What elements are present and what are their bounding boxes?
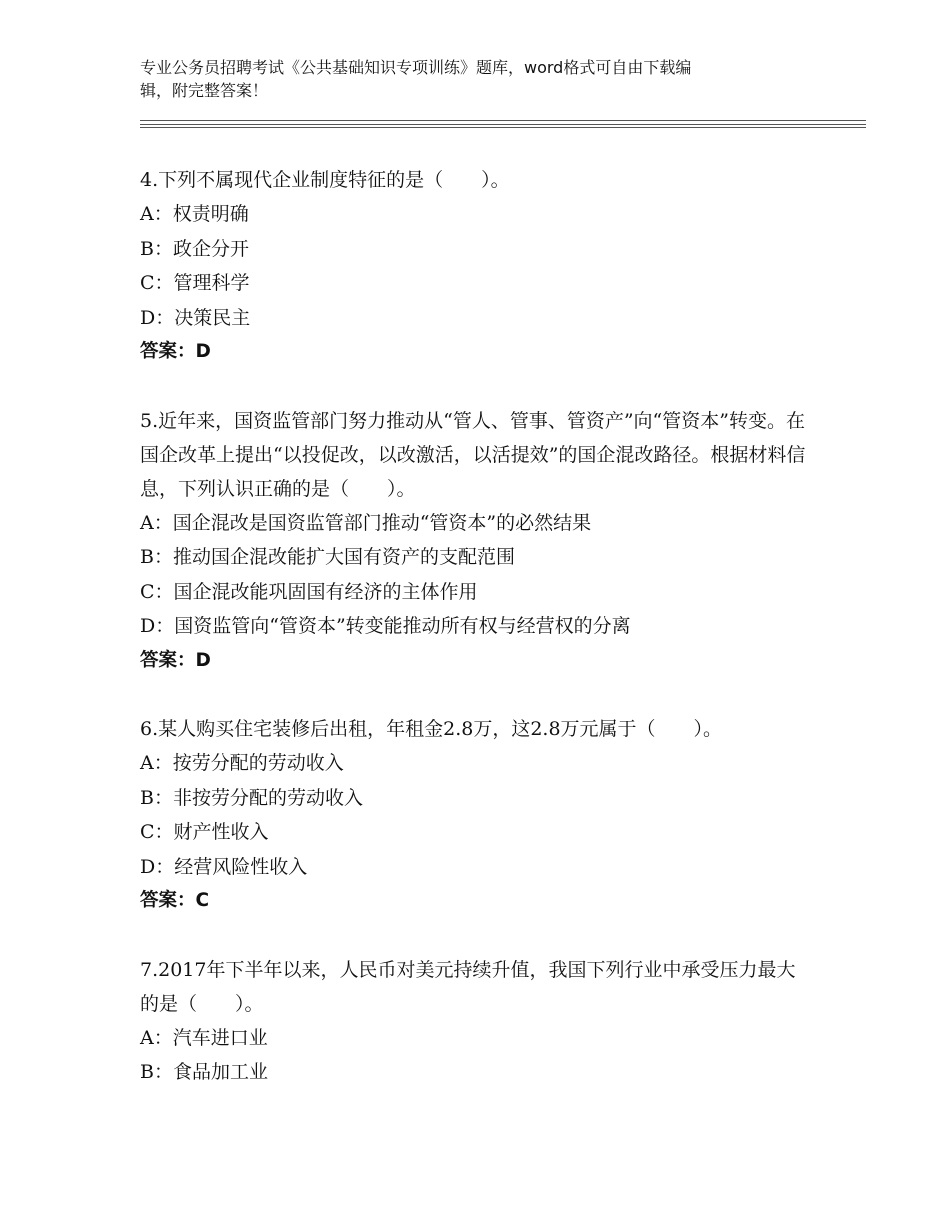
option-a: A：国企混改是国资监管部门推动“管资本”的必然结果: [140, 511, 592, 534]
question-5: [140, 404, 810, 679]
option-a: A：按劳分配的劳动收入: [140, 752, 344, 774]
document-header: [140, 56, 790, 102]
answer-label: 答案：C: [140, 890, 210, 911]
question-stem: 7.2017年下半年以来，人民币对美元持续升值，我国下列行业中承受压力最大的是（ ）。: [140, 958, 796, 1015]
question-7: [140, 953, 810, 1090]
header-line-1: 专业公务员招聘考试《公共基础知识专项训练》题库，word格式可自由下载编: [140, 58, 692, 77]
answer-label: 答案：D: [140, 341, 211, 362]
header-line-2: 辑，附完整答案！: [140, 81, 269, 100]
answer-label: 答案：D: [140, 649, 211, 671]
option-b: B：食品加工业: [140, 1061, 268, 1083]
header-divider: [140, 120, 866, 121]
option-c: C：国企混改能巩固国有经济的主体作用: [140, 580, 478, 603]
option-b: B：推动国企混改能扩大国有资产的支配范围: [140, 546, 515, 568]
option-c: C：管理科学: [140, 272, 250, 294]
option-d: D：经营风险性收入: [140, 855, 308, 878]
option-b: B：政企分开: [140, 237, 249, 260]
option-d: D：决策民主: [140, 306, 251, 329]
question-6: [140, 712, 810, 919]
question-stem: 5.近年来，国资监管部门努力推动从“管人、管事、管资产”向“管资本”转变。在国企改革上提出“以投促改，以改激活，以活提效”的国企混改路径。根据材料信息，下列认识正确的是（ ）。: [140, 409, 806, 500]
option-a: A：权责明确: [140, 203, 249, 225]
option-d: D：国资监管向“管资本”转变能推动所有权与经营权的分离: [140, 615, 631, 637]
question-list: [140, 163, 810, 1124]
question-stem: 4.下列不属现代企业制度特征的是（ ）。: [140, 169, 510, 191]
header-divider: [140, 124, 866, 125]
question-4: [140, 163, 810, 370]
question-stem: 6.某人购买住宅装修后出租，年租金2.8万，这2.8万元属于（ ）。: [140, 718, 723, 740]
option-b: B：非按劳分配的劳动收入: [140, 786, 363, 809]
header-divider: [140, 127, 866, 128]
option-a: A：汽车进口业: [140, 1026, 268, 1049]
option-c: C：财产性收入: [140, 821, 269, 843]
